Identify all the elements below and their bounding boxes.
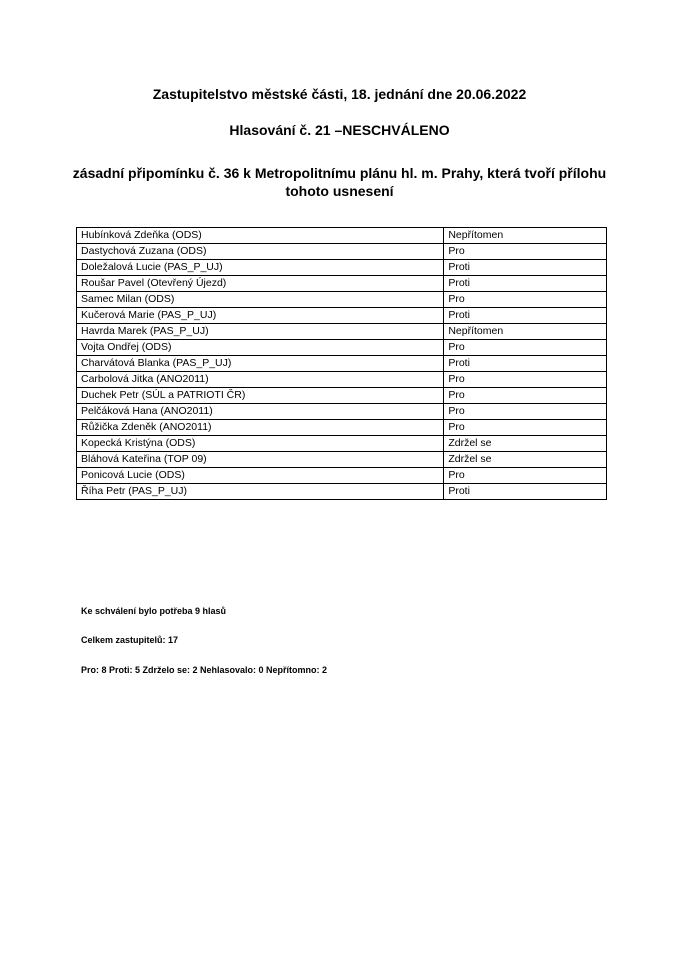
table-row: [77, 340, 607, 356]
table-row: [77, 420, 607, 436]
member-name: Vojta Ondřej (ODS): [77, 340, 444, 356]
votes-table: [76, 227, 607, 500]
member-name: Růžička Zdeněk (ANO2011): [77, 420, 444, 436]
member-vote: Pro: [444, 404, 607, 420]
member-name: Hubínková Zdeňka (ODS): [77, 228, 444, 244]
member-vote: Proti: [444, 260, 607, 276]
table-row: [77, 276, 607, 292]
member-vote: Pro: [444, 292, 607, 308]
member-name: Doležalová Lucie (PAS_P_UJ): [77, 260, 444, 276]
vote-title: Hlasování č. 21 –NESCHVÁLENO: [229, 122, 450, 138]
table-row: [77, 404, 607, 420]
member-vote: Zdržel se: [444, 436, 607, 452]
table-row: [77, 244, 607, 260]
table-row: [77, 436, 607, 452]
member-vote: Proti: [444, 484, 607, 500]
member-name: Havrda Marek (PAS_P_UJ): [77, 324, 444, 340]
table-row: [77, 228, 607, 244]
member-vote: Pro: [444, 244, 607, 260]
member-name: Charvátová Blanka (PAS_P_UJ): [77, 356, 444, 372]
member-name: Ponicová Lucie (ODS): [77, 468, 444, 484]
member-vote: Proti: [444, 356, 607, 372]
member-name: Roušar Pavel (Otevřený Újezd): [77, 276, 444, 292]
vote-subject: zásadní připomínku č. 36 k Metropolitnímu plánu hl. m. Prahy, která tvoří přílohu tohoto usnesení: [72, 165, 607, 199]
table-row: [77, 292, 607, 308]
member-vote: Pro: [444, 468, 607, 484]
member-name: Kopecká Kristýna (ODS): [77, 436, 444, 452]
member-name: Dastychová Zuzana (ODS): [77, 244, 444, 260]
member-name: Říha Petr (PAS_P_UJ): [77, 484, 444, 500]
member-name: Duchek Petr (SÚL a PATRIOTI ČR): [77, 388, 444, 404]
votes-table-body: [77, 228, 607, 500]
table-row: [77, 372, 607, 388]
table-row: [77, 308, 607, 324]
table-row: [77, 356, 607, 372]
member-vote: Pro: [444, 340, 607, 356]
table-row: [77, 388, 607, 404]
total-members: Celkem zastupitelů: 17: [81, 635, 179, 645]
member-name: Kučerová Marie (PAS_P_UJ): [77, 308, 444, 324]
member-vote: Proti: [444, 276, 607, 292]
member-vote: Pro: [444, 388, 607, 404]
table-row: [77, 484, 607, 500]
table-row: [77, 468, 607, 484]
member-vote: Nepřítomen: [444, 324, 607, 340]
member-name: Bláhová Kateřina (TOP 09): [77, 452, 444, 468]
table-row: [77, 452, 607, 468]
document-title: Zastupitelstvo městské části, 18. jednání dne 20.06.2022: [152, 86, 527, 102]
vote-counts: Pro: 8 Proti: 5 Zdrželo se: 2 Nehlasovalo: 0 Nepřítomno: 2: [81, 665, 328, 675]
member-vote: Pro: [444, 372, 607, 388]
table-row: [77, 260, 607, 276]
member-vote: Nepřítomen: [444, 228, 607, 244]
member-name: Carbolová Jitka (ANO2011): [77, 372, 444, 388]
member-name: Samec Milan (ODS): [77, 292, 444, 308]
member-name: Pelčáková Hana (ANO2011): [77, 404, 444, 420]
member-vote: Pro: [444, 420, 607, 436]
member-vote: Proti: [444, 308, 607, 324]
member-vote: Zdržel se: [444, 452, 607, 468]
table-row: [77, 324, 607, 340]
votes-needed: Ke schválení bylo potřeba 9 hlasů: [81, 606, 227, 616]
